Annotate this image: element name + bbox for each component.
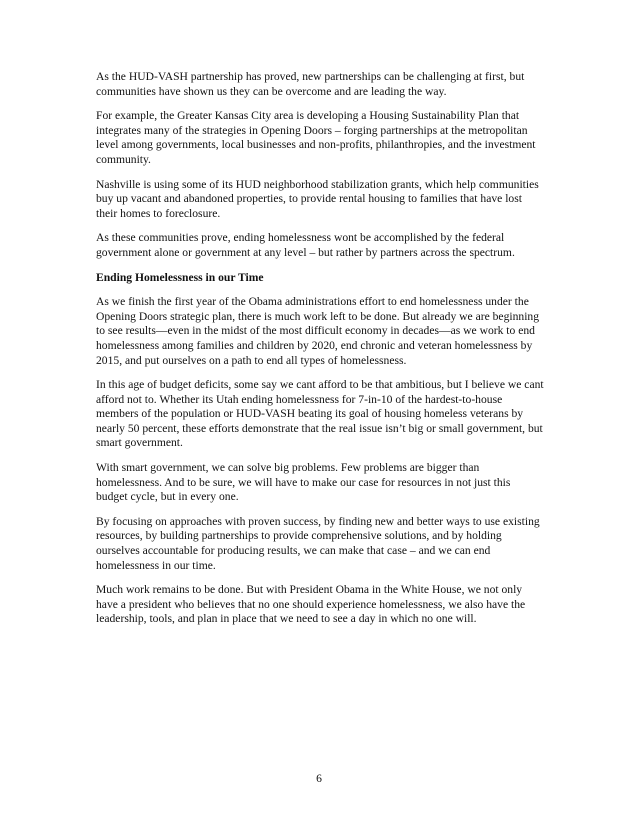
paragraph-hud-vash-partnerships: As the HUD-VASH partnership has proved, new partnerships can be challenging at first, but communities have shown us they can be overcome and are leading the way. bbox=[96, 70, 525, 98]
paragraph-kansas-city-example: For example, the Greater Kansas City area is developing a Housing Sustainability Plan that integrates many of the strategies in Opening Doors – forging partnerships at the metropolitan level among governments, local businesses and non-profits, philanthropies, and the investment community. bbox=[96, 109, 536, 166]
page-number: 6 bbox=[316, 772, 322, 785]
paragraph-budget-deficits: In this age of budget deficits, some say we cant afford to be that ambitious, but I believe we cant afford not to. Whether its Utah ending homelessness for 7-in-10 of the hardest-to-house members of the population or HUD-VASH beating its goal of housing homeless veterans by nearly 50 percent, these efforts demonstrate that the real issue isn’t big or small government, but smart government. bbox=[96, 378, 544, 450]
paragraph-communities-prove: As these communities prove, ending homelessness wont be accomplished by the federal government alone or government at any level – but rather by partners across the spectrum. bbox=[96, 231, 515, 259]
section-heading: Ending Homelessness in our Time bbox=[96, 270, 264, 284]
paragraph-smart-government: With smart government, we can solve big problems. Few problems are bigger than homelessness. And to be sure, we will have to make our case for resources in not just this budget cycle, but in every one. bbox=[96, 461, 511, 504]
page-body bbox=[96, 70, 544, 637]
paragraph-proven-approaches: By focusing on approaches with proven success, by finding new and better ways to use existing resources, by building partnerships to provide comprehensive solutions, and by holding ourselves accountable for producing results, we can make that case – and we can end homelessness in our time. bbox=[96, 514, 540, 572]
paragraph-work-remains: Much work remains to be done. But with President Obama in the White House, we not only have a president who believes that no one should experience homelessness, we also have the leadership, tools, and plan in place that we need to see a day in which no one will. bbox=[96, 583, 526, 626]
paragraph-nashville-example: Nashville is using some of its HUD neighborhood stabilization grants, which help communities buy up vacant and abandoned properties, to provide rental housing to families that have lost their homes to foreclosure. bbox=[96, 177, 539, 220]
paragraph-first-year: As we finish the first year of the Obama administrations effort to end homelessness under the Opening Doors strategic plan, there is much work left to be done. But already we are beginning to see results—even in the midst of the most difficult economy in decades—as we work to end homelessness among families and children by 2020, end chronic and veteran homelessness by 2015, and put ourselves on a path to end all types of homelessness. bbox=[96, 295, 540, 367]
